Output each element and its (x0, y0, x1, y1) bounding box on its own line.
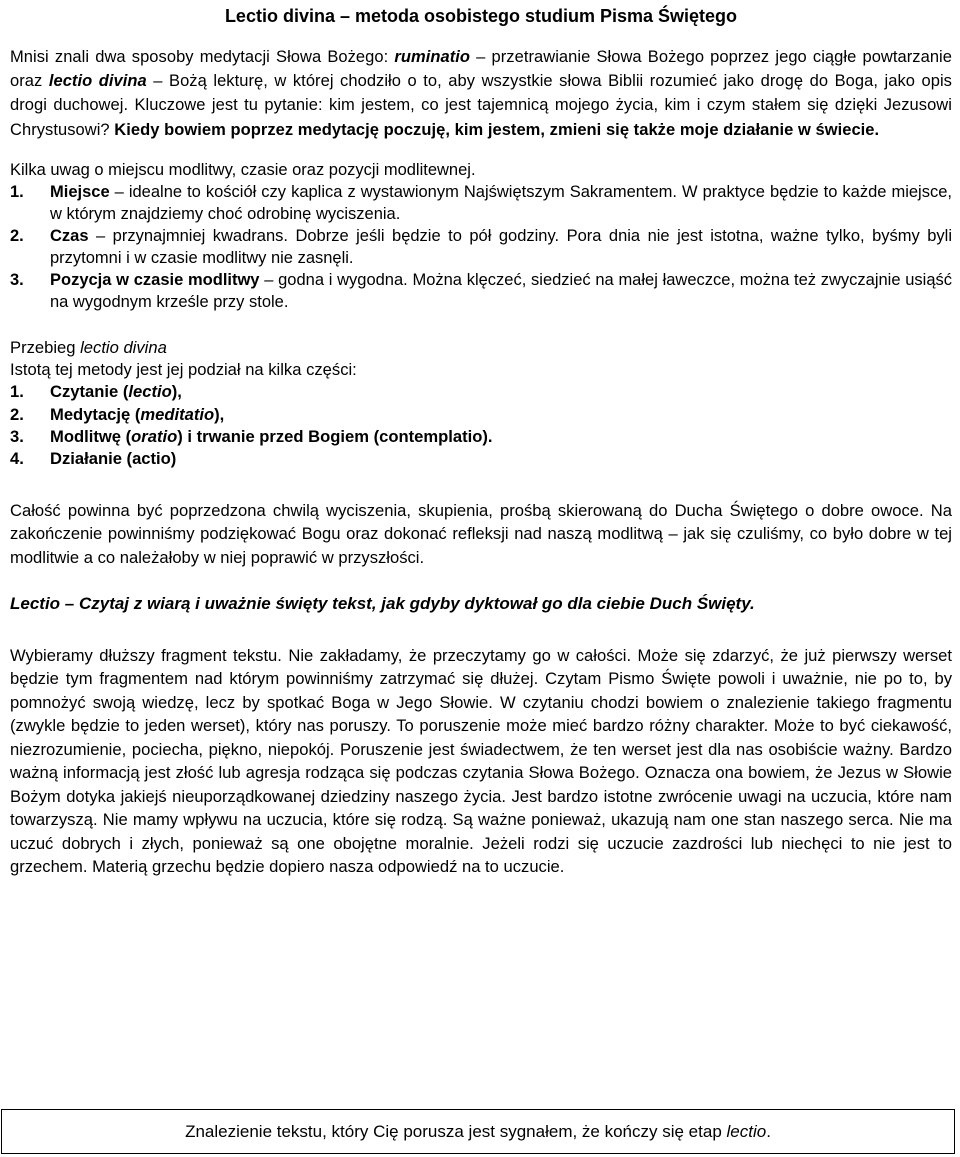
stage-latin: meditatio (140, 404, 215, 424)
note-item (10, 225, 952, 269)
note-number: 2. (10, 226, 24, 245)
section-przebieg (10, 337, 952, 471)
stage-text: Modlitwę ( (50, 427, 132, 446)
lectio-heading: Lectio – Czytaj z wiarą i uważnie święty tekst, jak gdyby dyktował go dla ciebie Duch Święty. (10, 594, 755, 614)
stage-number: 1. (10, 382, 24, 402)
notes-section (10, 159, 952, 313)
stage-number: 3. (10, 427, 24, 446)
stage-item (10, 381, 952, 403)
document-page (10, 0, 952, 895)
note-number: 1. (10, 182, 24, 201)
document-title: Lectio divina – metoda osobistego studium Pisma Świętego (224, 6, 738, 26)
stages-list (10, 381, 952, 470)
summary-text-italic: lectio (726, 1121, 767, 1141)
stage-number: 4. (10, 449, 24, 469)
term-ruminatio: ruminatio (394, 48, 471, 66)
section-heading-italic: lectio divina (80, 337, 167, 357)
intro-text-1: Mnisi znali dwa sposoby medytacji Słowa Bożego: (10, 48, 395, 66)
stage-item (10, 448, 952, 470)
lectio-paragraph: Wybieramy dłuższy fragment tekstu. Nie zakładamy, że przeczytamy go w całości. Może się zdarzyć, że już pierwszy werset będzie tym fragmentem nad którym powinniśmy zatrzymać się dłużej. Czytam Pismo Święte powoli i uważnie, nie po to, by pomnożyć swoją wiedzę, lecz by spotkać Boga w Jego Słowie. W czytaniu chodzi bowiem o znalezienie takiego fragmentu (zwykle będzie to jeden werset), który nas poruszy. To poruszenie może mieć bardzo różny charakter. Może to być ciekawość, niezrozumienie, pociecha, piękno, niepokój. Poruszenie jest świadectwem, że ten werset jest dla nas osobiście ważny. Bardzo ważną informacją jest złość lub agresja rodząca się podczas czytania Słowa Bożego. Oznacza ona bowiem, że Jezus w Słowie Bożym dotyka jakiejś nieuporządkowanej dziedziny naszego życia. Jest bardzo istotne zwrócenie uwagi na uczucia, które nam towarzyszą. Nie mamy wpływu na uczucia, które się rodzą. Są ważne ponieważ, ukazują nam one stan naszego serca. Nie ma uczuć dobrych i złych, ponieważ są one obojętne moralnie. Jeżeli rodzi się uczucie zazdrości lub niechęci to nie jest to grzechem. Materią grzechu będzie dopiero nasza odpowiedź na to uczucie. (10, 645, 952, 877)
stage-number: 2. (10, 404, 24, 424)
section-heading (10, 337, 952, 359)
stage-text: Medytację ( (50, 404, 141, 424)
note-number: 3. (10, 270, 24, 289)
stage-latin: lectio (128, 382, 172, 402)
stage-item (10, 426, 952, 448)
note-head: Czas (50, 226, 89, 245)
note-head: Pozycja w czasie modlitwy (50, 270, 260, 289)
stage-text-end: ), (171, 382, 182, 402)
note-text: – godna i wygodna. Można klęczeć, siedzieć na małej ławeczce, można też zwyczajnie usiąść na wygodnym krześle przy stole. (50, 270, 953, 311)
section-intro: Istotą tej metody jest jej podział na kilka części: (10, 360, 357, 380)
intro-bold-sentence: Kiedy bowiem poprzez medytację poczuję, kim jestem, zmieni się także moje działanie w świecie. (114, 120, 880, 139)
stage-text-end: ), (214, 404, 225, 424)
note-item (10, 269, 952, 313)
stage-latin: oratio (131, 427, 178, 446)
intro-text-3: – Bożą lekturę, w której chodziło o to, aby wszystkie słowa Biblii rozumieć jako drogę do Boga, jako opis drogi duchowej. Kluczowe jest tu pytanie: kim jestem, co jest tajemnicą mojego życia, kim i czym stałem się dzięki Jezusowi Chrystusowi? (10, 72, 952, 139)
note-head: Miejsce (50, 182, 110, 201)
notes-list (10, 181, 952, 313)
stage-text-end: ) i trwanie przed Bogiem (contemplatio). (177, 427, 493, 446)
summary-text-main: Znalezienie tekstu, który Cię porusza jest sygnałem, że kończy się etap (185, 1121, 727, 1141)
notes-intro: Kilka uwag o miejscu modlitwy, czasie oraz pozycji modlitewnej. (10, 160, 476, 179)
note-item (10, 181, 952, 225)
note-text: – przynajmniej kwadrans. Dobrze jeśli będzie to pół godziny. Pora dnia nie jest istotna, ważne tylko, byśmy byli przytomni i w czasie modlitwy nie zasnęli. (50, 226, 952, 267)
stage-text: Czytanie ( (50, 382, 129, 402)
intro-paragraph (10, 45, 952, 142)
term-lectio-divina: lectio divina (48, 72, 147, 91)
intro-text-2: – przetrawianie Słowa Bożego poprzez jego ciągłe powtarzanie oraz (10, 48, 952, 91)
note-text: – idealne to kościół czy kaplica z wystawionym Najświętszym Sakramentem. W praktyce będzie to każde miejsce, w którym znajdziemy choć odrobinę wyciszenia. (50, 182, 952, 223)
stage-item (10, 404, 952, 426)
preparation-paragraph: Całość powinna być poprzedzona chwilą wyciszenia, skupienia, prośbą skierowaną do Ducha Świętego o dobre owoce. Na zakończenie powinniśmy podziękować Bogu oraz dokonać refleksji nad naszą modlitwą – jak się czuliśmy, co było dobre w tej modlitwie a co należałoby w niej poprawić w przyszłości. (10, 500, 952, 567)
summary-text-end: . (766, 1121, 771, 1141)
summary-box (1, 1109, 955, 1154)
section-heading-text: Przebieg (10, 337, 81, 357)
summary-text (185, 1122, 771, 1142)
stage-text: Działanie (actio) (50, 449, 177, 469)
